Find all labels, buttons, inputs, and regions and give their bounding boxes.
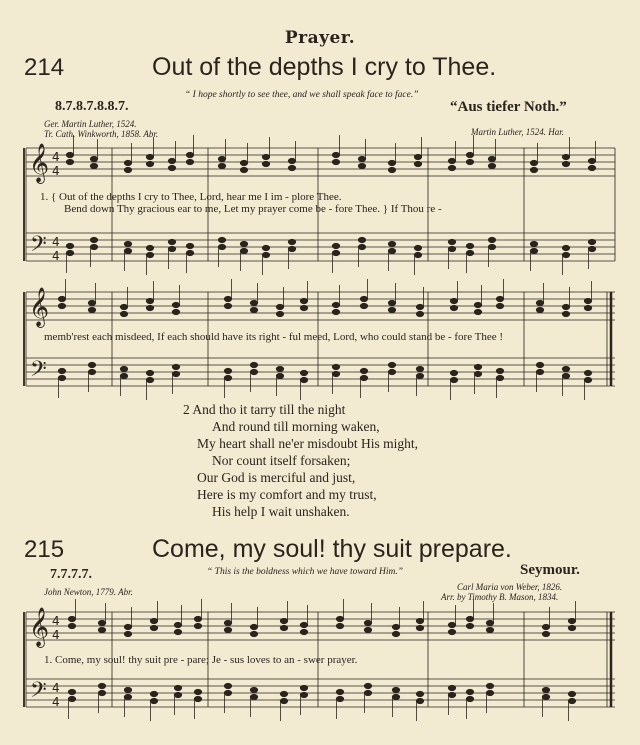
- note-head: [496, 296, 503, 301]
- note-head: [448, 629, 455, 634]
- note-head: [414, 161, 421, 166]
- author-line2-214: Tr. Cath. Winkworth, 1858. Abr.: [44, 129, 159, 139]
- note-head: [530, 241, 537, 246]
- note-head: [450, 370, 457, 375]
- note-head: [58, 296, 65, 301]
- note-head: [146, 245, 153, 250]
- note-head: [194, 689, 201, 694]
- note-head: [358, 244, 365, 249]
- note-head: [332, 250, 339, 255]
- note-head: [58, 375, 65, 380]
- note-head: [448, 246, 455, 251]
- time-signature: 4: [52, 150, 60, 164]
- treble-clef-icon: 𝄞: [29, 143, 50, 183]
- note-head: [174, 685, 181, 690]
- time-signature: 4: [52, 695, 60, 709]
- note-head: [416, 698, 423, 703]
- note-head: [414, 154, 421, 159]
- note-head: [392, 694, 399, 699]
- note-head: [288, 165, 295, 170]
- note-head: [146, 154, 153, 159]
- note-head: [416, 366, 423, 371]
- note-head: [466, 152, 473, 157]
- stanza2-line4: Nor count itself forsaken;: [212, 453, 351, 468]
- note-head: [388, 167, 395, 172]
- note-head: [124, 167, 131, 172]
- note-head: [562, 366, 569, 371]
- note-head: [584, 377, 591, 382]
- note-head: [276, 366, 283, 371]
- note-head: [120, 304, 127, 309]
- hymn-title-214: Out of the depths I cry to Thee.: [152, 53, 497, 81]
- note-head: [172, 309, 179, 314]
- note-head: [562, 373, 569, 378]
- note-head: [332, 309, 339, 314]
- note-head: [300, 305, 307, 310]
- tune-name-215: Seymour.: [520, 562, 580, 578]
- note-head: [488, 244, 495, 249]
- note-head: [58, 368, 65, 373]
- note-head: [124, 694, 131, 699]
- note-head: [90, 163, 97, 168]
- note-head: [530, 248, 537, 253]
- note-head: [336, 623, 343, 628]
- note-head: [240, 248, 247, 253]
- note-head: [168, 158, 175, 163]
- note-head: [150, 698, 157, 703]
- note-head: [474, 371, 481, 376]
- note-head: [466, 689, 473, 694]
- note-head: [332, 243, 339, 248]
- note-head: [416, 304, 423, 309]
- note-head: [124, 160, 131, 165]
- bass-clef-icon: 𝄢: [30, 357, 47, 387]
- note-head: [588, 246, 595, 251]
- composer-line1-215: Carl Maria von Weber, 1826.: [457, 582, 563, 592]
- note-head: [448, 158, 455, 163]
- note-head: [392, 687, 399, 692]
- bass-clef-icon: 𝄢: [30, 232, 47, 262]
- note-head: [568, 625, 575, 630]
- note-head: [300, 629, 307, 634]
- note-head: [562, 311, 569, 316]
- note-head: [250, 307, 257, 312]
- note-head: [388, 362, 395, 367]
- note-head: [496, 368, 503, 373]
- note-head: [364, 620, 371, 625]
- note-head: [88, 369, 95, 374]
- note-head: [262, 245, 269, 250]
- note-head: [364, 690, 371, 695]
- note-head: [588, 165, 595, 170]
- note-head: [146, 252, 153, 257]
- note-head: [466, 616, 473, 621]
- note-head: [568, 618, 575, 623]
- author-line-215: John Newton, 1779. Abr.: [44, 587, 133, 597]
- note-head: [90, 156, 97, 161]
- note-head: [588, 158, 595, 163]
- note-head: [336, 689, 343, 694]
- note-head: [360, 375, 367, 380]
- time-signature: 4: [52, 614, 60, 628]
- note-head: [88, 307, 95, 312]
- note-head: [414, 252, 421, 257]
- note-head: [336, 616, 343, 621]
- note-head: [280, 618, 287, 623]
- note-head: [358, 163, 365, 168]
- note-head: [172, 371, 179, 376]
- note-head: [66, 152, 73, 157]
- note-head: [332, 364, 339, 369]
- lyrics-214-verse1: 1. { Out of the depths I cry to Thee, Lord, hear me I im - plore Thee.: [40, 191, 342, 203]
- note-head: [300, 298, 307, 303]
- note-head: [66, 250, 73, 255]
- note-head: [392, 631, 399, 636]
- note-head: [68, 623, 75, 628]
- lyrics-215-verse1: 1. Come, my soul! thy suit pre - pare; Je - sus loves to an - swer prayer.: [44, 654, 358, 666]
- note-head: [194, 696, 201, 701]
- stanza2-line5: Our God is merciful and just,: [197, 470, 356, 485]
- note-head: [360, 296, 367, 301]
- note-head: [450, 298, 457, 303]
- note-head: [224, 683, 231, 688]
- note-head: [542, 631, 549, 636]
- note-head: [280, 698, 287, 703]
- note-head: [530, 160, 537, 165]
- note-head: [124, 248, 131, 253]
- note-head: [414, 245, 421, 250]
- note-head: [98, 683, 105, 688]
- note-head: [542, 694, 549, 699]
- note-head: [168, 239, 175, 244]
- note-head: [194, 616, 201, 621]
- note-head: [416, 311, 423, 316]
- note-head: [584, 298, 591, 303]
- note-head: [218, 163, 225, 168]
- note-head: [388, 160, 395, 165]
- treble-clef-icon: 𝄞: [29, 607, 50, 647]
- note-head: [146, 370, 153, 375]
- time-signature: 4: [52, 249, 60, 263]
- note-head: [240, 160, 247, 165]
- note-head: [388, 369, 395, 374]
- note-head: [224, 296, 231, 301]
- note-head: [416, 373, 423, 378]
- note-head: [300, 370, 307, 375]
- note-head: [120, 366, 127, 371]
- note-head: [416, 618, 423, 623]
- note-head: [388, 248, 395, 253]
- note-head: [358, 237, 365, 242]
- note-head: [146, 305, 153, 310]
- note-head: [562, 161, 569, 166]
- note-head: [466, 696, 473, 701]
- note-head: [568, 691, 575, 696]
- note-head: [124, 241, 131, 246]
- note-head: [360, 303, 367, 308]
- hymn-number-214: 214: [24, 54, 65, 81]
- stanza2-line6: Here is my comfort and my trust,: [197, 487, 377, 502]
- note-head: [174, 629, 181, 634]
- note-head: [416, 691, 423, 696]
- hymn-title-215: Come, my soul! thy suit prepare.: [152, 535, 512, 563]
- note-head: [450, 305, 457, 310]
- time-signature: 4: [52, 681, 60, 695]
- note-head: [300, 622, 307, 627]
- note-head: [168, 246, 175, 251]
- note-head: [364, 683, 371, 688]
- note-head: [392, 624, 399, 629]
- note-head: [280, 691, 287, 696]
- tune-name-214: “Aus tiefer Noth.”: [450, 99, 567, 115]
- note-head: [300, 377, 307, 382]
- note-head: [250, 300, 257, 305]
- stanza2-line2: And round till morning waken,: [212, 419, 380, 434]
- epigraph-215: “ This is the boldness which we have toward Him.”: [207, 567, 403, 577]
- note-head: [300, 685, 307, 690]
- composer-line2-215: Arr. by Timothy B. Mason, 1834.: [441, 592, 559, 602]
- note-head: [288, 239, 295, 244]
- note-head: [224, 303, 231, 308]
- note-head: [332, 302, 339, 307]
- stanza2-line3: My heart shall ne'er misdoubt His might,: [197, 436, 419, 451]
- note-head: [150, 691, 157, 696]
- note-head: [168, 165, 175, 170]
- meter-214: 8.7.8.7.8.8.7.: [55, 99, 129, 114]
- note-head: [360, 368, 367, 373]
- note-head: [146, 161, 153, 166]
- note-head: [224, 627, 231, 632]
- note-head: [68, 689, 75, 694]
- note-head: [466, 250, 473, 255]
- note-head: [288, 158, 295, 163]
- note-head: [488, 156, 495, 161]
- note-head: [486, 620, 493, 625]
- note-head: [474, 364, 481, 369]
- note-head: [250, 362, 257, 367]
- note-head: [488, 163, 495, 168]
- note-head: [542, 624, 549, 629]
- time-signature: 4: [52, 235, 60, 249]
- note-head: [496, 375, 503, 380]
- note-head: [536, 369, 543, 374]
- note-head: [562, 245, 569, 250]
- note-head: [186, 243, 193, 248]
- note-head: [150, 618, 157, 623]
- note-head: [562, 154, 569, 159]
- treble-clef-icon: 𝄞: [29, 287, 50, 327]
- note-head: [276, 373, 283, 378]
- note-head: [240, 167, 247, 172]
- note-head: [98, 690, 105, 695]
- note-head: [186, 159, 193, 164]
- note-head: [120, 311, 127, 316]
- note-head: [288, 246, 295, 251]
- lyrics-214-verse2: Bend down Thy gracious ear to me, Let my prayer come be - fore Thee. } If Thou re -: [64, 203, 442, 215]
- note-head: [224, 375, 231, 380]
- note-head: [562, 304, 569, 309]
- note-head: [486, 690, 493, 695]
- note-head: [388, 241, 395, 246]
- note-head: [262, 252, 269, 257]
- note-head: [172, 364, 179, 369]
- time-signature: 4: [52, 164, 60, 178]
- meter-215: 7.7.7.7.: [50, 567, 92, 582]
- note-head: [332, 371, 339, 376]
- note-head: [250, 369, 257, 374]
- note-head: [536, 307, 543, 312]
- note-head: [486, 683, 493, 688]
- epigraph-214: “ I hope shortly to see thee, and we shall speak face to face.”: [185, 90, 419, 100]
- note-head: [120, 373, 127, 378]
- note-head: [276, 311, 283, 316]
- note-head: [224, 620, 231, 625]
- stanza2-line7: His help I wait unshaken.: [212, 504, 350, 519]
- note-head: [68, 696, 75, 701]
- note-head: [300, 692, 307, 697]
- note-head: [364, 627, 371, 632]
- note-head: [172, 302, 179, 307]
- note-head: [448, 165, 455, 170]
- note-head: [124, 624, 131, 629]
- note-head: [536, 362, 543, 367]
- note-head: [88, 362, 95, 367]
- note-head: [474, 309, 481, 314]
- note-head: [174, 692, 181, 697]
- note-head: [332, 159, 339, 164]
- note-head: [486, 627, 493, 632]
- note-head: [448, 685, 455, 690]
- note-head: [186, 250, 193, 255]
- note-head: [488, 237, 495, 242]
- note-head: [496, 303, 503, 308]
- note-head: [588, 239, 595, 244]
- lyrics-214-system2: memb'rest each misdeed, If each should have its right - ful meed, Lord, who could stand be - fore Thee !: [44, 331, 504, 343]
- note-head: [88, 300, 95, 305]
- author-line1-214: Ger. Martin Luther, 1524.: [44, 119, 137, 129]
- note-head: [450, 377, 457, 382]
- note-head: [562, 252, 569, 257]
- note-head: [332, 152, 339, 157]
- note-head: [280, 625, 287, 630]
- note-head: [466, 243, 473, 248]
- note-head: [224, 368, 231, 373]
- note-head: [250, 687, 257, 692]
- note-head: [224, 690, 231, 695]
- note-head: [466, 623, 473, 628]
- note-head: [448, 239, 455, 244]
- note-head: [146, 298, 153, 303]
- note-head: [218, 244, 225, 249]
- note-head: [250, 624, 257, 629]
- note-head: [66, 243, 73, 248]
- section-heading: Prayer.: [284, 28, 356, 48]
- note-head: [146, 377, 153, 382]
- note-head: [262, 154, 269, 159]
- note-head: [388, 300, 395, 305]
- note-head: [530, 167, 537, 172]
- note-head: [388, 307, 395, 312]
- hymn-number-215: 215: [24, 536, 65, 563]
- note-head: [262, 161, 269, 166]
- note-head: [276, 304, 283, 309]
- time-signature: 4: [52, 628, 60, 642]
- note-head: [194, 623, 201, 628]
- note-head: [90, 244, 97, 249]
- note-head: [240, 241, 247, 246]
- note-head: [150, 625, 157, 630]
- note-head: [68, 616, 75, 621]
- note-head: [218, 156, 225, 161]
- note-head: [66, 159, 73, 164]
- note-head: [448, 692, 455, 697]
- note-head: [98, 627, 105, 632]
- note-head: [174, 622, 181, 627]
- note-head: [250, 631, 257, 636]
- note-head: [466, 159, 473, 164]
- note-head: [124, 631, 131, 636]
- note-head: [542, 687, 549, 692]
- note-head: [250, 694, 257, 699]
- stanza2-line1: 2 And tho it tarry till the night: [183, 402, 346, 417]
- note-head: [336, 696, 343, 701]
- note-head: [568, 698, 575, 703]
- note-head: [98, 620, 105, 625]
- note-head: [186, 152, 193, 157]
- note-head: [536, 300, 543, 305]
- note-head: [584, 305, 591, 310]
- note-head: [218, 237, 225, 242]
- composer-line-214: Martin Luther, 1524. Har.: [471, 127, 565, 137]
- note-head: [90, 237, 97, 242]
- note-head: [58, 303, 65, 308]
- note-head: [474, 302, 481, 307]
- note-head: [448, 622, 455, 627]
- note-head: [124, 687, 131, 692]
- note-head: [358, 156, 365, 161]
- bass-clef-icon: 𝄢: [30, 678, 47, 708]
- note-head: [584, 370, 591, 375]
- note-head: [416, 625, 423, 630]
